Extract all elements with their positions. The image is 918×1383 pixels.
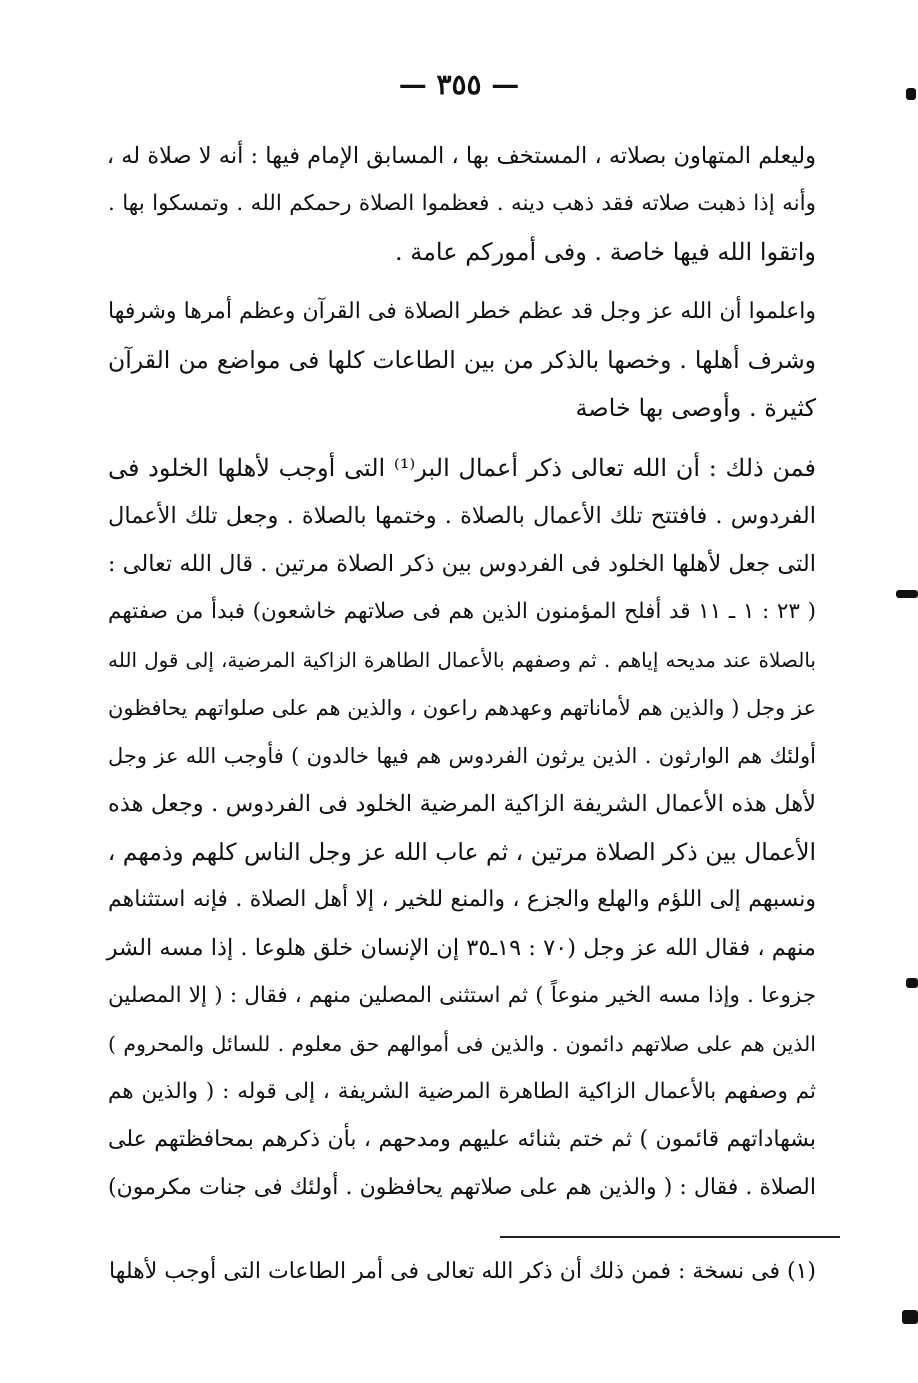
text-line: وليعلم المتهاون بصلاته ، المستخف بها ، المسابق الإمام فيها : أنه لا صلاة له ،	[106, 143, 816, 169]
text-line: كثيرة . وأوصى بها خاصة	[575, 394, 816, 422]
text-line: عز وجل ( والذين هم لأماناتهم وعهدهم راعون ، والذين هم على صلواتهم يحافظون	[108, 696, 816, 720]
footnote-divider	[500, 1236, 840, 1238]
text-line: واتقوا الله فيها خاصة . وفى أموركم عامة .	[394, 238, 816, 266]
text-line: ( ٢٣ : ١ ـ ١١ قد أفلح المؤمنون الذين هم فى صلاتهم خاشعون) فبدأ من صفتهم	[108, 599, 816, 624]
scan-edge-mark	[902, 1310, 918, 1324]
body-text	[108, 132, 816, 1212]
scan-edge-mark	[896, 590, 918, 598]
text-line: واعلموا أن الله عز وجل قد عظم خطر الصلاة فى القرآن وعظم أمرها وشرفها	[108, 299, 816, 324]
text-line: أولئك هم الوارثون . الذين يرثون الفردوس هم فيها خالدون ) فأوجب الله عز وجل	[108, 744, 816, 768]
text-line: الذين هم على صلاتهم دائمون . والذين فى أموالهم حق معلوم . للسائل والمحروم )	[108, 1032, 816, 1056]
text-line: الأعمال بين ذكر الصلاة مرتين ، ثم عاب الله عز وجل الناس كلهم وذمهم ،	[107, 838, 816, 866]
text-line: وشرف أهلها . وخصها بالذكر من بين الطاعات كلها فى مواضع من القرآن	[108, 346, 816, 374]
text-line: الصلاة . فقال : ( والذين هم على صلاتهم يحافظون . أولئك فى جنات مكرمون)	[108, 1175, 816, 1200]
footnote: (١) فى نسخة : فمن ذلك أن ذكر الله تعالى فى أمر الطاعات التى أوجب لأهلها	[109, 1259, 816, 1284]
text-line: الفردوس . فافتتح تلك الأعمال بالصلاة . وختمها بالصلاة . وجعل تلك الأعمال	[108, 503, 816, 529]
scan-edge-mark	[906, 978, 918, 988]
text-line: فمن ذلك : أن الله تعالى ذكر أعمال البر⁽¹⁾ التى أوجب لأهلها الخلود فى	[108, 454, 816, 482]
page-number: — ٣٥٥ —	[398, 68, 520, 101]
text-line: بشهاداتهم قائمون ) ثم ختم بثنائه عليهم ومدحهم ، بأن ذكرهم بمحافظتهم على	[108, 1127, 816, 1152]
text-line: لأهل هذه الأعمال الشريفة الزاكية المرضية الخلود فى الفردوس . وجعل هذه	[108, 791, 816, 817]
text-line: بالصلاة عند مديحه إياهم . ثم وصفهم بالأعمال الطاهرة الزاكية المرضية، إلى قول الله	[108, 648, 816, 672]
text-line: وأنه إذا ذهبت صلاته فقد ذهب دينه . فعظموا الصلاة رحمكم الله . وتمسكوا بها .	[108, 191, 816, 216]
scan-edge-mark	[906, 88, 916, 100]
text-line: ونسبهم إلى اللؤم والهلع والجزع ، والمنع للخير ، إلا أهل الصلاة . فإنه استثناهم	[108, 887, 816, 912]
text-line: منهم ، فقال الله عز وجل (٧٠ : ١٩ـ٣٥ إن الإنسان خلق هلوعا . إذا مسه الشر	[106, 935, 816, 961]
text-line: جزوعا . وإذا مسه الخير منوعاً ) ثم استثنى المصلين منهم ، فقال : ( إلا المصلين	[108, 983, 816, 1008]
text-line: التى جعل لأهلها الخلود فى الفردوس بين ذكر الصلاة مرتين . قال الله تعالى :	[107, 551, 816, 577]
text-line: ثم وصفهم بالأعمال الزاكية الطاهرة المرضية الشريفة ، إلى قوله : ( والذين هم	[108, 1079, 816, 1104]
